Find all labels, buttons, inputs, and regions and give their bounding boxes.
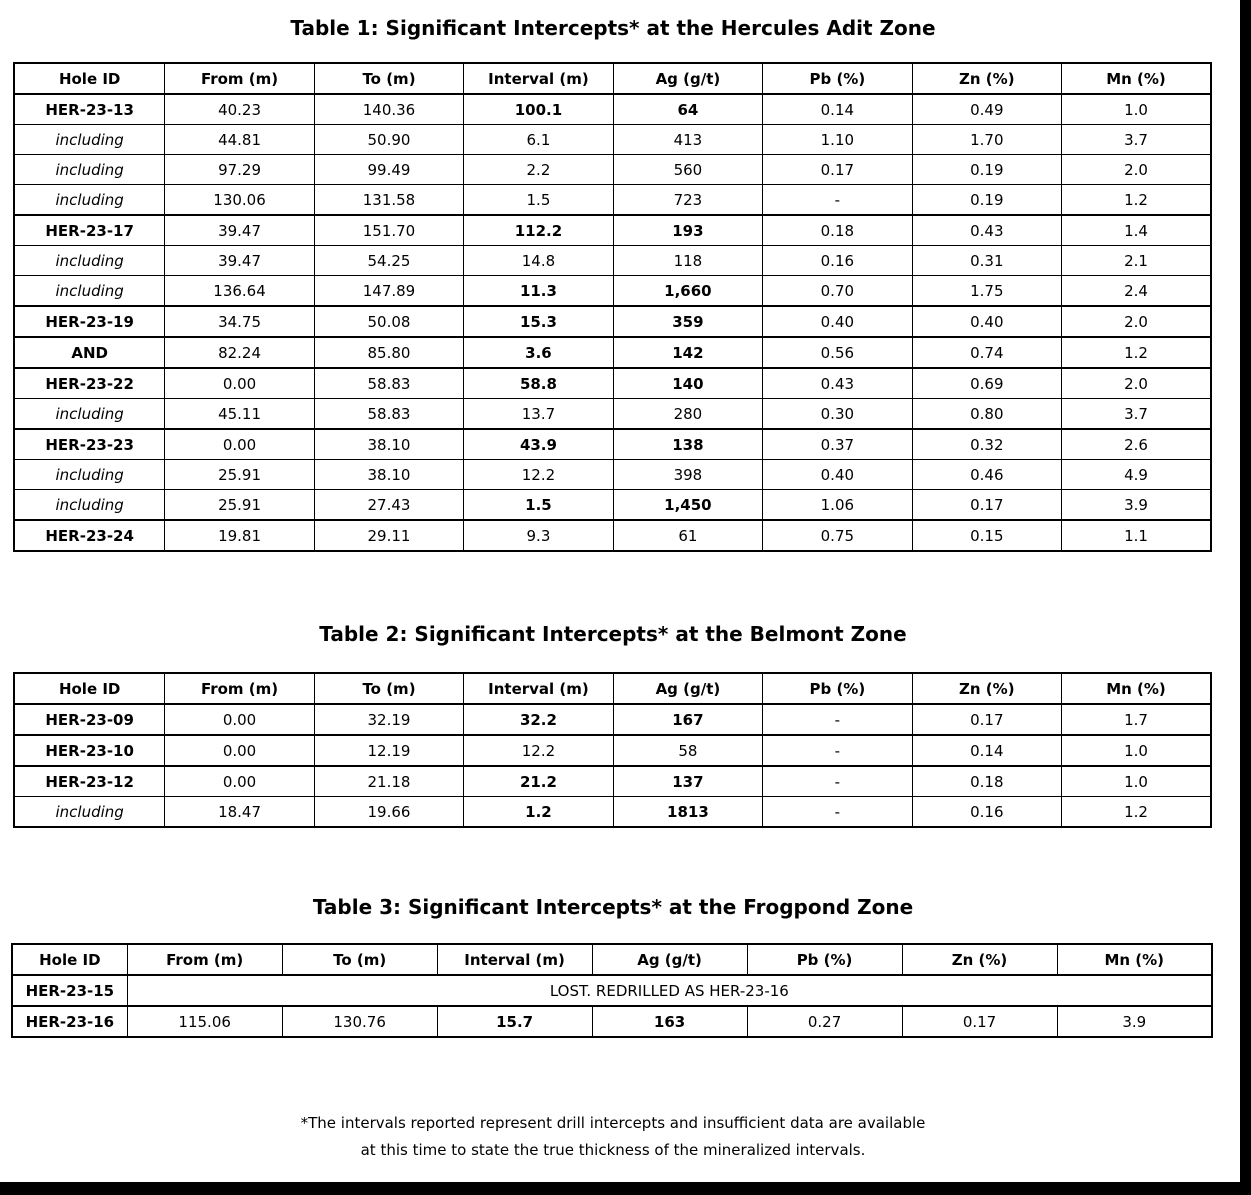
column-header: Interval (m) bbox=[464, 63, 613, 94]
column-header: Pb (%) bbox=[763, 673, 912, 704]
data-cell: 32.19 bbox=[314, 704, 463, 735]
hole-id-cell: including bbox=[14, 125, 165, 155]
table-row bbox=[14, 125, 1211, 155]
data-cell: 19.66 bbox=[314, 797, 463, 828]
data-cell: 1.5 bbox=[464, 490, 613, 521]
column-header: Interval (m) bbox=[464, 673, 613, 704]
data-cell: 1.2 bbox=[1062, 797, 1211, 828]
data-cell: 1.0 bbox=[1062, 735, 1211, 766]
data-cell: 61 bbox=[613, 520, 762, 551]
column-header: Mn (%) bbox=[1062, 673, 1211, 704]
data-cell: 0.14 bbox=[912, 735, 1061, 766]
table3-title: Table 3: Significant Intercepts* at the Frogpond Zone bbox=[312, 895, 914, 919]
data-cell: 50.08 bbox=[314, 306, 463, 337]
table2-title: Table 2: Significant Intercepts* at the Belmont Zone bbox=[319, 622, 907, 646]
data-cell: 1.0 bbox=[1062, 766, 1211, 797]
data-cell: 18.47 bbox=[165, 797, 314, 828]
column-header: Zn (%) bbox=[902, 944, 1057, 975]
hole-id-cell: including bbox=[14, 460, 165, 490]
data-cell: - bbox=[763, 766, 912, 797]
table2-wrap bbox=[13, 672, 1212, 828]
table-row bbox=[14, 185, 1211, 216]
data-cell: 1,450 bbox=[613, 490, 762, 521]
data-cell: 0.18 bbox=[763, 215, 912, 246]
data-cell: 2.0 bbox=[1062, 368, 1211, 399]
data-cell: 19.81 bbox=[165, 520, 314, 551]
data-cell: 0.37 bbox=[763, 429, 912, 460]
table-row bbox=[14, 735, 1211, 766]
data-cell: 280 bbox=[613, 399, 762, 430]
table-row bbox=[14, 399, 1211, 430]
data-cell: 1813 bbox=[613, 797, 762, 828]
data-cell: 0.31 bbox=[912, 246, 1061, 276]
hole-id-cell: HER-23-17 bbox=[14, 215, 165, 246]
table-row bbox=[14, 429, 1211, 460]
data-cell: 45.11 bbox=[165, 399, 314, 430]
table-row bbox=[14, 155, 1211, 185]
table-row bbox=[14, 460, 1211, 490]
data-cell: 0.16 bbox=[763, 246, 912, 276]
data-cell: 0.00 bbox=[165, 368, 314, 399]
data-cell: 115.06 bbox=[127, 1006, 282, 1037]
table-row bbox=[14, 368, 1211, 399]
data-cell: 0.69 bbox=[912, 368, 1061, 399]
data-cell: 0.16 bbox=[912, 797, 1061, 828]
column-header: Ag (g/t) bbox=[613, 63, 762, 94]
data-cell: 140 bbox=[613, 368, 762, 399]
data-cell: 1.1 bbox=[1062, 520, 1211, 551]
column-header: Interval (m) bbox=[437, 944, 592, 975]
data-cell: 32.2 bbox=[464, 704, 613, 735]
data-cell: 12.2 bbox=[464, 735, 613, 766]
header-row bbox=[12, 944, 1212, 975]
column-header: Pb (%) bbox=[747, 944, 902, 975]
table-row bbox=[14, 490, 1211, 521]
data-cell: 112.2 bbox=[464, 215, 613, 246]
column-header: Hole ID bbox=[14, 673, 165, 704]
data-cell: 193 bbox=[613, 215, 762, 246]
table-row bbox=[14, 766, 1211, 797]
data-cell: 100.1 bbox=[464, 94, 613, 125]
data-cell: 11.3 bbox=[464, 276, 613, 307]
table-row bbox=[14, 520, 1211, 551]
data-cell: 723 bbox=[613, 185, 762, 216]
data-cell: 44.81 bbox=[165, 125, 314, 155]
data-cell: 138 bbox=[613, 429, 762, 460]
data-cell: 131.58 bbox=[314, 185, 463, 216]
data-cell: 2.1 bbox=[1062, 246, 1211, 276]
data-cell: 25.91 bbox=[165, 460, 314, 490]
data-cell: 0.19 bbox=[912, 155, 1061, 185]
data-cell: 1.70 bbox=[912, 125, 1061, 155]
table-row bbox=[14, 94, 1211, 125]
data-cell: 0.17 bbox=[763, 155, 912, 185]
data-cell: 58.83 bbox=[314, 399, 463, 430]
data-cell: 0.74 bbox=[912, 337, 1061, 368]
hole-id-cell: including bbox=[14, 797, 165, 828]
data-cell: 0.40 bbox=[912, 306, 1061, 337]
hole-id-cell: HER-23-15 bbox=[12, 975, 127, 1006]
hole-id-cell: including bbox=[14, 246, 165, 276]
data-cell: - bbox=[763, 185, 912, 216]
data-cell: 58.83 bbox=[314, 368, 463, 399]
data-cell: 27.43 bbox=[314, 490, 463, 521]
hole-id-cell: HER-23-23 bbox=[14, 429, 165, 460]
data-cell: 1.5 bbox=[464, 185, 613, 216]
data-cell: 34.75 bbox=[165, 306, 314, 337]
hole-id-cell: AND bbox=[14, 337, 165, 368]
footnote bbox=[0, 1110, 1226, 1164]
data-cell: 0.32 bbox=[912, 429, 1061, 460]
data-cell: 0.19 bbox=[912, 185, 1061, 216]
data-cell: 0.00 bbox=[165, 735, 314, 766]
data-cell: 43.9 bbox=[464, 429, 613, 460]
data-cell: 29.11 bbox=[314, 520, 463, 551]
data-cell: 21.18 bbox=[314, 766, 463, 797]
data-cell: 82.24 bbox=[165, 337, 314, 368]
header-row bbox=[14, 673, 1211, 704]
data-cell: 4.9 bbox=[1062, 460, 1211, 490]
data-cell: 0.70 bbox=[763, 276, 912, 307]
frogpond-intercepts-table bbox=[11, 943, 1213, 1038]
table-row bbox=[14, 797, 1211, 828]
belmont-intercepts-table bbox=[13, 672, 1212, 828]
hole-id-cell: HER-23-24 bbox=[14, 520, 165, 551]
data-cell: 2.0 bbox=[1062, 306, 1211, 337]
data-cell: 151.70 bbox=[314, 215, 463, 246]
data-cell: 1.4 bbox=[1062, 215, 1211, 246]
data-cell: 2.4 bbox=[1062, 276, 1211, 307]
data-cell: 1.0 bbox=[1062, 94, 1211, 125]
data-cell: 0.49 bbox=[912, 94, 1061, 125]
column-header: To (m) bbox=[314, 673, 463, 704]
table-row bbox=[14, 306, 1211, 337]
data-cell: 50.90 bbox=[314, 125, 463, 155]
data-cell: 359 bbox=[613, 306, 762, 337]
data-cell: 58 bbox=[613, 735, 762, 766]
table1-title: Table 1: Significant Intercepts* at the Hercules Adit Zone bbox=[290, 16, 936, 40]
hole-id-cell: HER-23-09 bbox=[14, 704, 165, 735]
data-cell: 140.36 bbox=[314, 94, 463, 125]
data-cell: 0.17 bbox=[902, 1006, 1057, 1037]
column-header: Zn (%) bbox=[912, 63, 1061, 94]
table-row bbox=[12, 1006, 1212, 1037]
data-cell: 413 bbox=[613, 125, 762, 155]
data-cell: 0.80 bbox=[912, 399, 1061, 430]
data-cell: 9.3 bbox=[464, 520, 613, 551]
table-row bbox=[14, 337, 1211, 368]
merged-note-cell: LOST. REDRILLED AS HER-23-16 bbox=[127, 975, 1212, 1006]
table-row bbox=[14, 276, 1211, 307]
data-cell: 136.64 bbox=[165, 276, 314, 307]
column-header: From (m) bbox=[127, 944, 282, 975]
data-cell: 0.40 bbox=[763, 460, 912, 490]
data-cell: 15.7 bbox=[437, 1006, 592, 1037]
data-cell: 97.29 bbox=[165, 155, 314, 185]
data-cell: 1.7 bbox=[1062, 704, 1211, 735]
data-cell: 38.10 bbox=[314, 429, 463, 460]
data-cell: 64 bbox=[613, 94, 762, 125]
hole-id-cell: HER-23-10 bbox=[14, 735, 165, 766]
table3-wrap bbox=[11, 943, 1213, 1038]
column-header: Zn (%) bbox=[912, 673, 1061, 704]
column-header: To (m) bbox=[282, 944, 437, 975]
data-cell: 14.8 bbox=[464, 246, 613, 276]
data-cell: 137 bbox=[613, 766, 762, 797]
data-cell: - bbox=[763, 797, 912, 828]
data-cell: 0.75 bbox=[763, 520, 912, 551]
data-cell: 147.89 bbox=[314, 276, 463, 307]
data-cell: 0.43 bbox=[763, 368, 912, 399]
data-cell: 3.9 bbox=[1057, 1006, 1212, 1037]
data-cell: 0.15 bbox=[912, 520, 1061, 551]
data-cell: 1.75 bbox=[912, 276, 1061, 307]
column-header: Ag (g/t) bbox=[592, 944, 747, 975]
hole-id-cell: HER-23-12 bbox=[14, 766, 165, 797]
hole-id-cell: including bbox=[14, 490, 165, 521]
data-cell: - bbox=[763, 735, 912, 766]
data-cell: 0.46 bbox=[912, 460, 1061, 490]
hole-id-cell: HER-23-16 bbox=[12, 1006, 127, 1037]
data-cell: 163 bbox=[592, 1006, 747, 1037]
table1-wrap bbox=[13, 62, 1212, 552]
footnote-line1: *The intervals reported represent drill intercepts and insufficient data are available bbox=[300, 1114, 926, 1132]
data-cell: 0.14 bbox=[763, 94, 912, 125]
data-cell: 1.2 bbox=[1062, 337, 1211, 368]
column-header: Mn (%) bbox=[1062, 63, 1211, 94]
data-cell: 13.7 bbox=[464, 399, 613, 430]
table-row bbox=[14, 246, 1211, 276]
data-cell: 58.8 bbox=[464, 368, 613, 399]
data-cell: 2.0 bbox=[1062, 155, 1211, 185]
hole-id-cell: including bbox=[14, 276, 165, 307]
data-cell: 0.00 bbox=[165, 429, 314, 460]
hole-id-cell: including bbox=[14, 155, 165, 185]
data-cell: 85.80 bbox=[314, 337, 463, 368]
data-cell: 0.17 bbox=[912, 704, 1061, 735]
data-cell: 1.2 bbox=[1062, 185, 1211, 216]
hercules-intercepts-table bbox=[13, 62, 1212, 552]
hole-id-cell: including bbox=[14, 399, 165, 430]
data-cell: 40.23 bbox=[165, 94, 314, 125]
table-row bbox=[14, 704, 1211, 735]
data-cell: 12.19 bbox=[314, 735, 463, 766]
data-cell: 118 bbox=[613, 246, 762, 276]
data-cell: 3.7 bbox=[1062, 399, 1211, 430]
column-header: Ag (g/t) bbox=[613, 673, 762, 704]
data-cell: 25.91 bbox=[165, 490, 314, 521]
data-cell: 15.3 bbox=[464, 306, 613, 337]
data-cell: 6.1 bbox=[464, 125, 613, 155]
data-cell: 0.00 bbox=[165, 704, 314, 735]
data-cell: 0.40 bbox=[763, 306, 912, 337]
data-cell: 2.2 bbox=[464, 155, 613, 185]
footnote-line2: at this time to state the true thickness of the mineralized intervals. bbox=[360, 1141, 866, 1159]
data-cell: 130.06 bbox=[165, 185, 314, 216]
table-row bbox=[12, 975, 1212, 1006]
data-cell: 0.18 bbox=[912, 766, 1061, 797]
data-cell: 21.2 bbox=[464, 766, 613, 797]
column-header: Pb (%) bbox=[763, 63, 912, 94]
column-header: From (m) bbox=[165, 63, 314, 94]
data-cell: 39.47 bbox=[165, 246, 314, 276]
data-cell: 12.2 bbox=[464, 460, 613, 490]
data-cell: 0.00 bbox=[165, 766, 314, 797]
data-cell: 0.56 bbox=[763, 337, 912, 368]
data-cell: 54.25 bbox=[314, 246, 463, 276]
data-cell: 1.10 bbox=[763, 125, 912, 155]
data-cell: 0.27 bbox=[747, 1006, 902, 1037]
data-cell: 39.47 bbox=[165, 215, 314, 246]
column-header: Mn (%) bbox=[1057, 944, 1212, 975]
data-cell: 130.76 bbox=[282, 1006, 437, 1037]
column-header: To (m) bbox=[314, 63, 463, 94]
column-header: Hole ID bbox=[14, 63, 165, 94]
header-row bbox=[14, 63, 1211, 94]
data-cell: 167 bbox=[613, 704, 762, 735]
data-cell: 560 bbox=[613, 155, 762, 185]
column-header: From (m) bbox=[165, 673, 314, 704]
data-cell: 2.6 bbox=[1062, 429, 1211, 460]
data-cell: 0.43 bbox=[912, 215, 1061, 246]
data-cell: 38.10 bbox=[314, 460, 463, 490]
table-row bbox=[14, 215, 1211, 246]
data-cell: 142 bbox=[613, 337, 762, 368]
data-cell: 3.7 bbox=[1062, 125, 1211, 155]
data-cell: 3.6 bbox=[464, 337, 613, 368]
data-cell: 1.2 bbox=[464, 797, 613, 828]
hole-id-cell: HER-23-19 bbox=[14, 306, 165, 337]
data-cell: 3.9 bbox=[1062, 490, 1211, 521]
hole-id-cell: including bbox=[14, 185, 165, 216]
data-cell: 1,660 bbox=[613, 276, 762, 307]
column-header: Hole ID bbox=[12, 944, 127, 975]
data-cell: 99.49 bbox=[314, 155, 463, 185]
data-cell: 398 bbox=[613, 460, 762, 490]
hole-id-cell: HER-23-13 bbox=[14, 94, 165, 125]
hole-id-cell: HER-23-22 bbox=[14, 368, 165, 399]
data-cell: 0.17 bbox=[912, 490, 1061, 521]
data-cell: - bbox=[763, 704, 912, 735]
data-cell: 1.06 bbox=[763, 490, 912, 521]
data-cell: 0.30 bbox=[763, 399, 912, 430]
